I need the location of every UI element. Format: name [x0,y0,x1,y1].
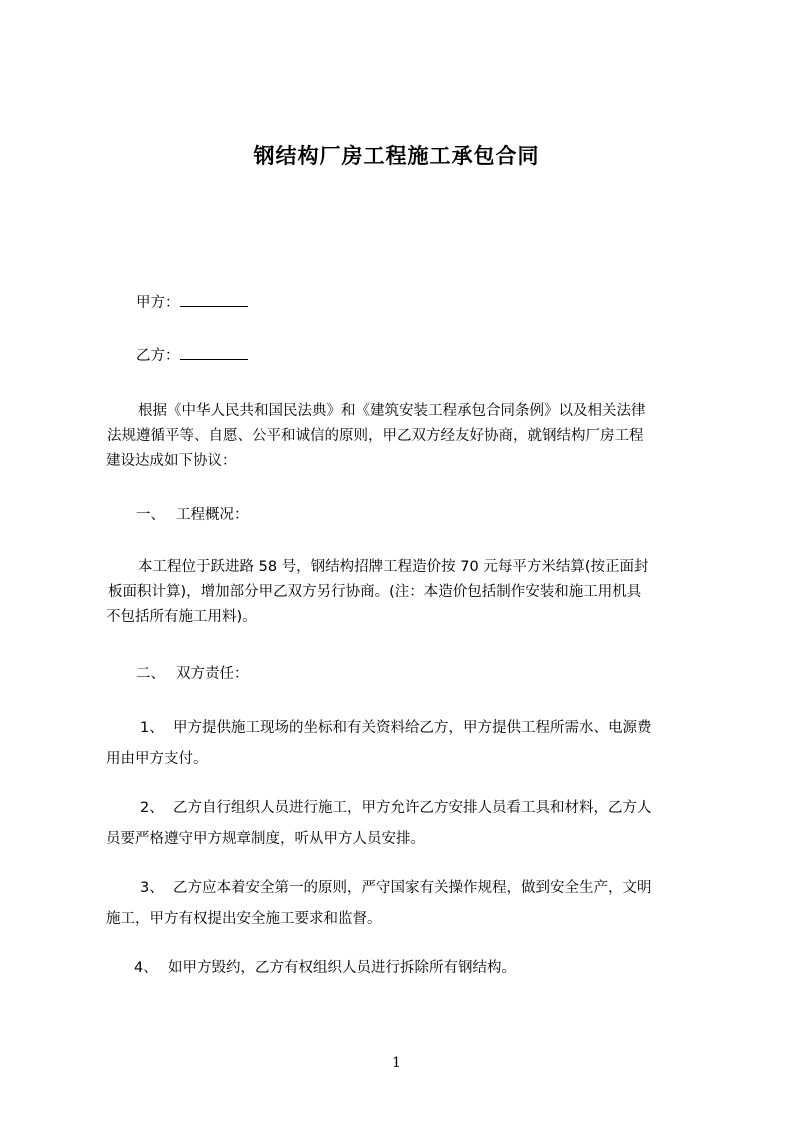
item-first-line [106,873,706,904]
responsibility-item [106,793,706,855]
responsibility-item [106,873,706,935]
section-number: 一、 [136,507,165,523]
party-a-blank [180,292,248,307]
party-a-line [136,292,248,313]
preamble-paragraph [106,399,706,474]
page-number: 1 [392,1055,401,1071]
section-heading-1 [136,505,249,525]
section1-line: 不包括所有施工用料)。 [106,609,257,625]
section1-line: 板面积计算)，增加部分甲乙双方另行协商。(注：本造价包括制作安装和施工用机具 [108,584,642,600]
responsibility-item [106,713,706,775]
section1-line: 本工程位于跃进路 58 号，钢结构招牌工程造价按 70 元每平方米结算(按正面封 [138,559,649,575]
item-text: 用由甲方支付。 [106,751,208,767]
section1-paragraph [106,555,706,630]
preamble-line: 建设达成如下协议： [106,453,237,469]
item-text: 甲方提供施工现场的坐标和有关资料给乙方，甲方提供工程所需水、电源费 [173,720,652,736]
item-number: 1、 [140,720,164,736]
party-b-blank [180,345,248,360]
item-number: 2、 [140,800,164,816]
document-title: 钢结构厂房工程施工承包合同 [253,144,540,168]
item-first-line [106,793,706,824]
section-title: 工程概况： [176,507,249,523]
item-number: 3、 [140,880,164,896]
responsibility-item [106,953,706,984]
party-a-label: 甲方： [136,295,180,311]
section-heading-2 [136,664,249,684]
section-number: 二、 [136,666,165,682]
item-number: 4、 [134,960,158,976]
item-text: 乙方自行组织人员进行施工，甲方允许乙方安排人员看工具和材料，乙方人 [173,800,652,816]
item-text: 如甲方毁约，乙方有权组织人员进行拆除所有钢结构。 [168,960,516,976]
section-title: 双方责任： [176,666,249,682]
item-first-line [106,953,706,984]
party-b-line [136,345,248,366]
item-text: 乙方应本着安全第一的原则，严守国家有关操作规程，做到安全生产，文明 [173,880,652,896]
item-text: 员要严格遵守甲方规章制度，听从甲方人员安排。 [106,831,425,847]
party-b-label: 乙方： [136,348,180,364]
preamble-line: 法规遵循平等、自愿、公平和诚信的原则，甲乙双方经友好协商，就钢结构厂房工程 [107,428,644,444]
item-first-line [106,713,706,744]
item-text: 施工，甲方有权提出安全施工要求和监督。 [106,911,382,927]
preamble-line: 根据《中华人民共和国民法典》和《建筑安装工程承包合同条例》以及相关法律 [138,403,646,419]
